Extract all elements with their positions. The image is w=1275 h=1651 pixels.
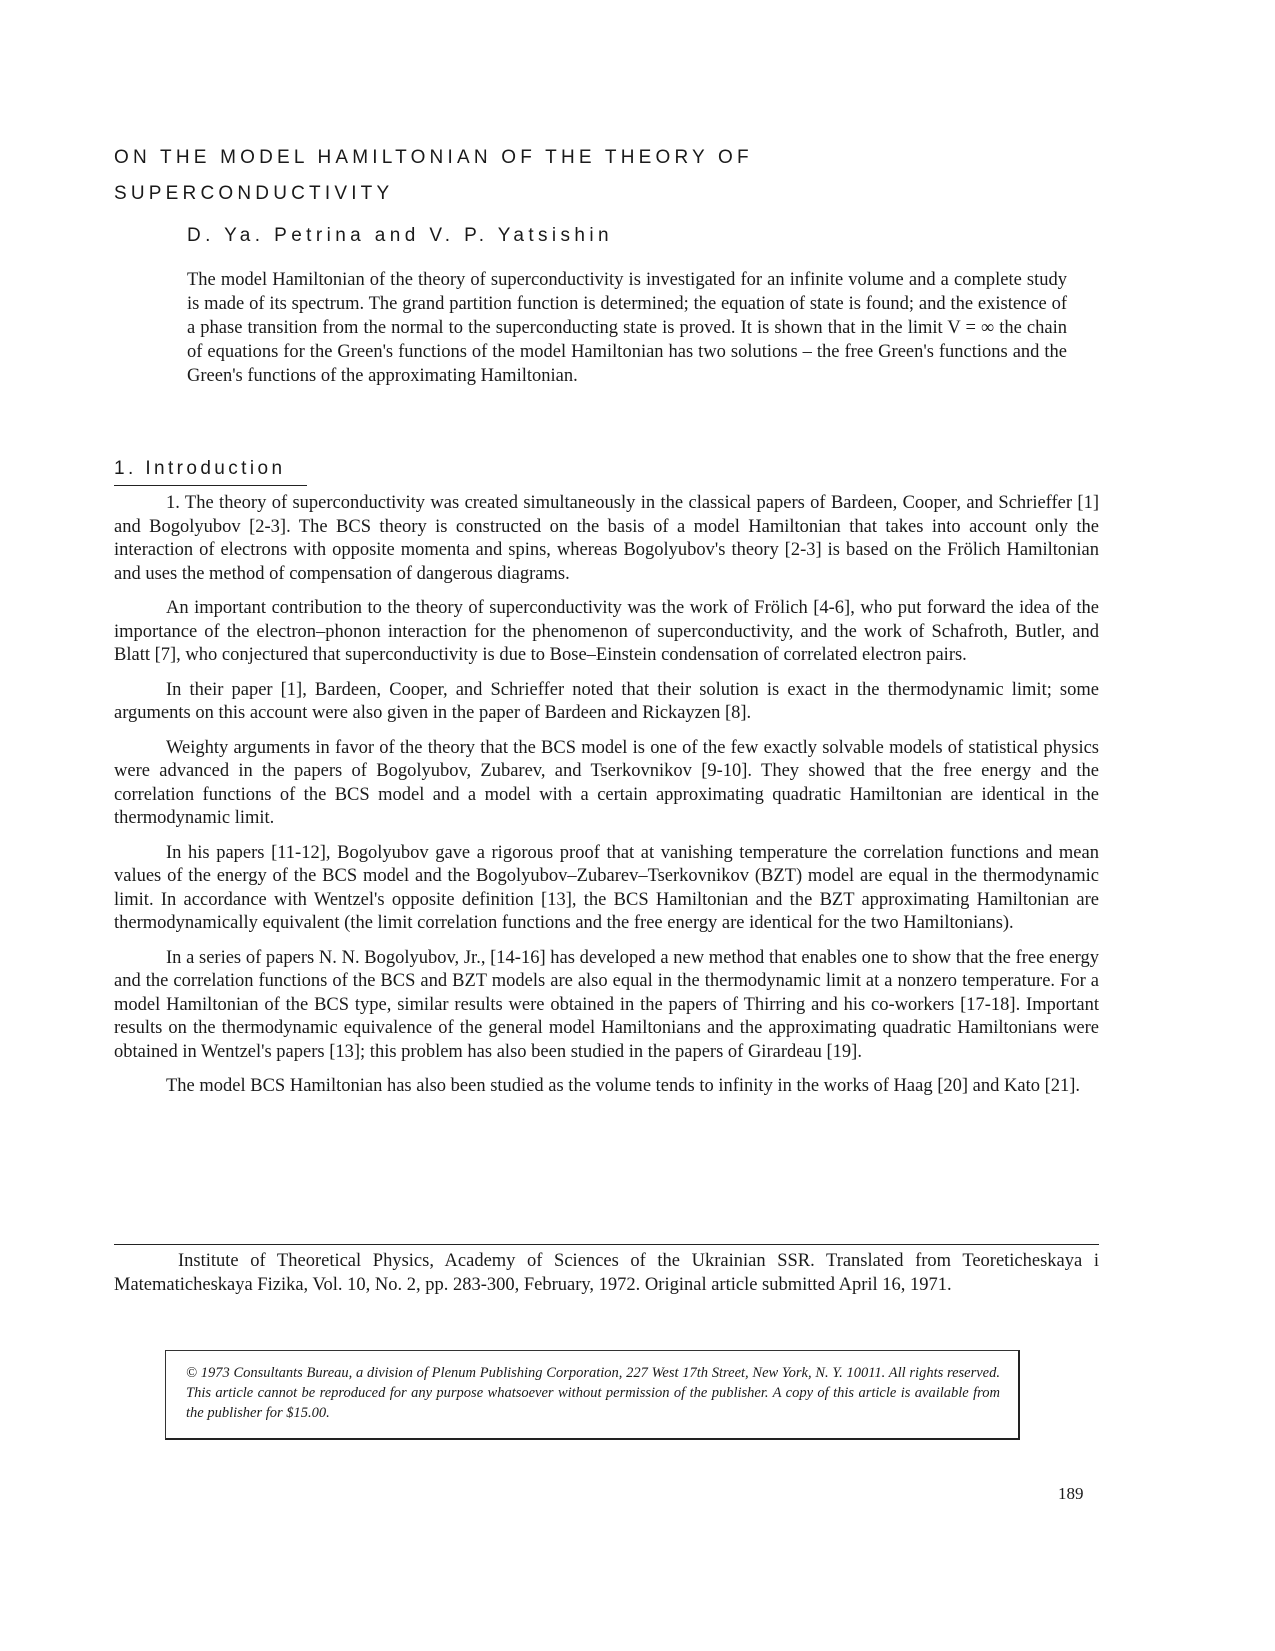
paragraph: The model BCS Hamiltonian has also been studied as the volume tends to infinity in the works of Haag [20] and Kato [21]. <box>166 1076 1081 1096</box>
paragraph: An important contribution to the theory of superconductivity was the work of Frölich [4-6], who put forward the idea of the importance of the electron–phonon interaction for the phenomenon of superconductivity, and the work of Schafroth, Butler, and Blatt [7], who conjectured that superconductivity is due to Bose–Einstein condensation of correlated electron pairs. <box>114 598 1099 665</box>
page-number: 189 <box>1058 1484 1084 1503</box>
section-heading-underline <box>114 485 307 486</box>
affiliation-footnote: Institute of Theoretical Physics, Academy of Sciences of the Ukrainian SSR. Translated from Teoreticheskaya i Matematicheskaya Fizika, Vol. 10, No. 2, pp. 283-300, February, 1972. Original article submitted April 16, 1971. <box>114 1251 1099 1295</box>
paragraph: 1. The theory of superconductivity was created simultaneously in the classical papers of Bardeen, Cooper, and Schrieffer [1] and Bogolyubov [2-3]. The BCS theory is constructed on the basis of a model Hamiltonian that takes into account only the interaction of electrons with opposite momenta and spins, whereas Bogolyubov's theory [2-3] is based on the Frölich Hamiltonian and uses the method of compensation of dangerous diagrams. <box>114 493 1099 584</box>
paragraph: In a series of papers N. N. Bogolyubov, Jr., [14-16] has developed a new method that enables one to show that the free energy and the correlation functions of the BCS and BZT models are also equal in the thermodynamic limit at a nonzero temperature. For a model Hamiltonian of the BCS type, similar results were obtained in the papers of Thirring and his co-workers [17-18]. Important results on the thermodynamic equivalence of the general model Hamiltonians and the approximating quadratic Hamiltonians were obtained in Wentzel's papers [13]; this problem has also been studied in the papers of Girardeau [19]. <box>114 947 1099 1062</box>
introduction-body <box>114 492 1099 1110</box>
article-authors: D. Ya. Petrina and V. P. Yatsishin <box>187 225 613 246</box>
article-title: ON THE MODEL HAMILTONIAN OF THE THEORY OF SUPERCONDUCTIVITY <box>114 147 753 204</box>
copyright-notice: © 1973 Consultants Bureau, a division of Plenum Publishing Corporation, 227 West 17th Street, New York, N. Y. 10011. All rights reserved. This article cannot be reproduced for any purpose whatsoever without permission of the publisher. A copy of this article is available from the publisher for $15.00. <box>186 1365 1000 1421</box>
paragraph: Weighty arguments in favor of the theory that the BCS model is one of the few exactly solvable models of statistical physics were advanced in the papers of Bogolyubov, Zubarev, and Tserkovnikov [9-10]. They showed that the free energy and the correlation functions of the BCS model and a model with a certain approximating quadratic Hamiltonian are identical in the thermodynamic limit. <box>114 737 1099 828</box>
section-heading-introduction: 1. Introduction <box>114 458 286 479</box>
paragraph: In their paper [1], Bardeen, Cooper, and Schrieffer noted that their solution is exact in the thermodynamic limit; some arguments on this account were also given in the paper of Bardeen and Rickayzen [8]. <box>114 679 1099 723</box>
copyright-notice-box <box>165 1350 1020 1440</box>
paragraph: In his papers [11-12], Bogolyubov gave a rigorous proof that at vanishing temperature the correlation functions and mean values of the energy of the BCS model and the Bogolyubov–Zubarev–Tserkovnikov (BZT) model are equal in the thermodynamic limit. In accordance with Wentzel's opposite definition [13], the BCS Hamiltonian and the BZT approximating Hamiltonian are thermodynamically equivalent (the limit correlation functions and the free energy are identical for the two Hamiltonians). <box>114 842 1099 933</box>
abstract: The model Hamiltonian of the theory of superconductivity is investigated for an infinite volume and a complete study is made of its spectrum. The grand partition function is determined; the equation of state is found; and the existence of a phase transition from the normal to the superconducting state is proved. It is shown that in the limit V = ∞ the chain of equations for the Green's functions of the model Hamiltonian has two solutions – the free Green's functions and the Green's functions of the approximating Hamiltonian. <box>187 270 1067 386</box>
footnote-divider <box>114 1244 1099 1245</box>
